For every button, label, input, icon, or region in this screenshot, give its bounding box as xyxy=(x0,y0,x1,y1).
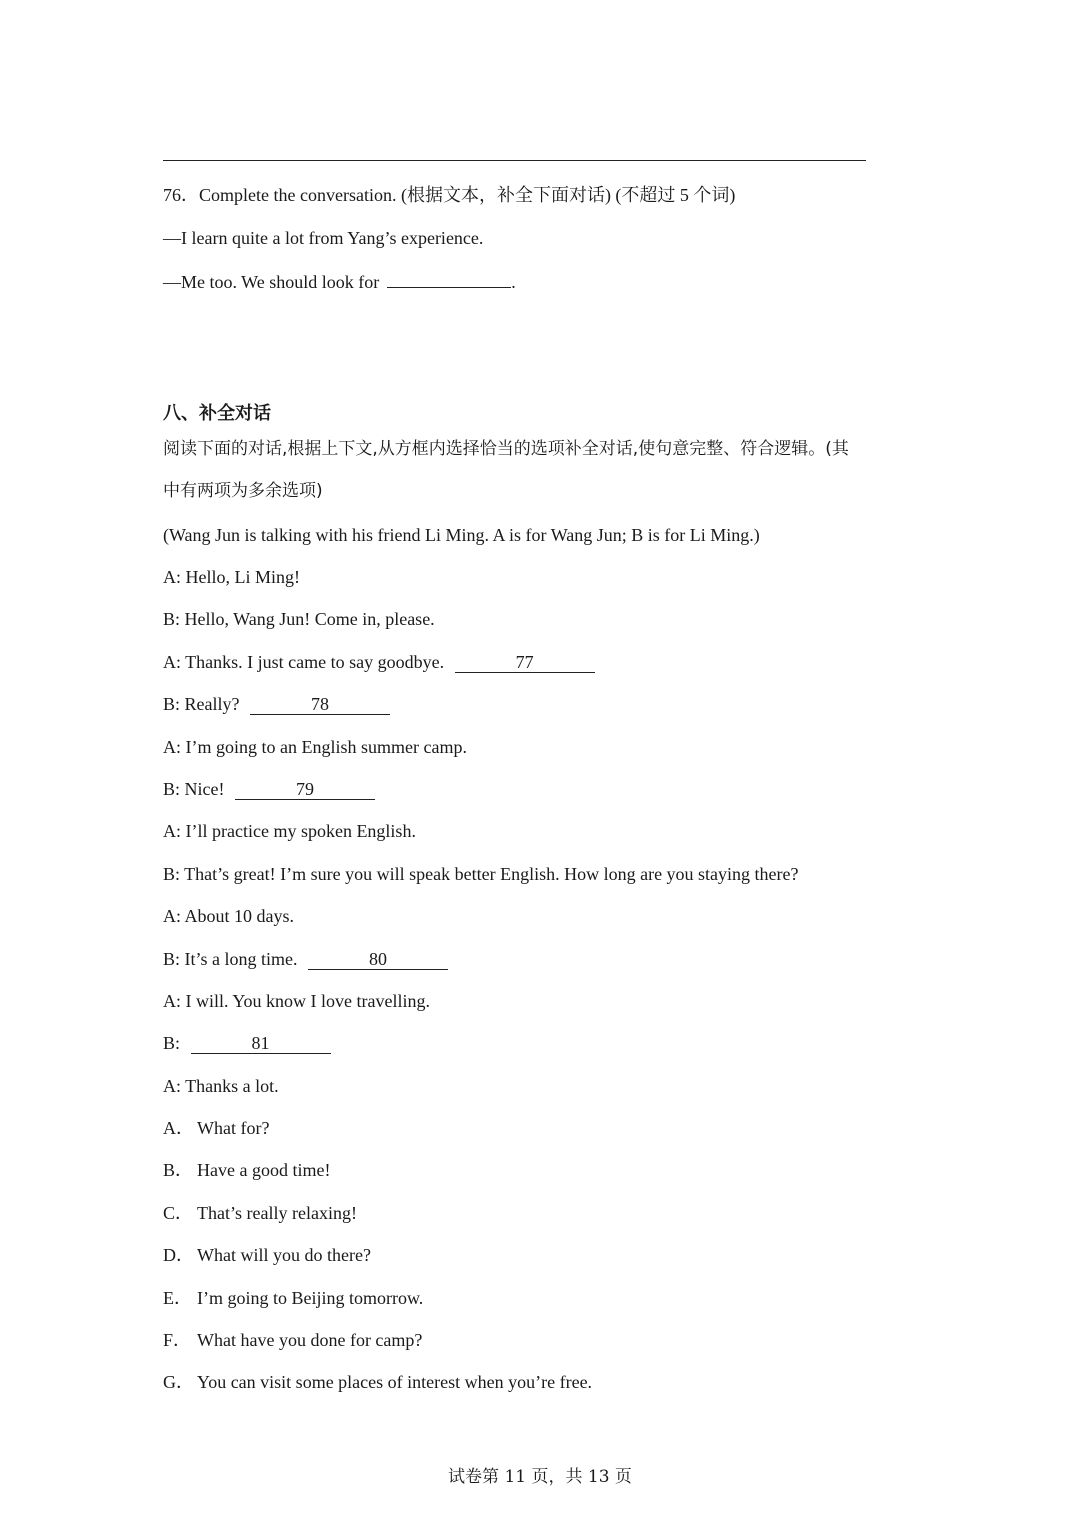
dialogue-line-6-text: B: Nice! xyxy=(163,779,225,799)
option-letter: G． xyxy=(163,1372,194,1392)
option-f xyxy=(163,1327,422,1353)
option-text: You can visit some places of interest when you’re free. xyxy=(197,1372,593,1392)
dialogue-line-9: A: About 10 days. xyxy=(163,906,295,926)
section-8-title: 八、补全对话 xyxy=(163,403,271,424)
dialogue-line-3-text: A: Thanks. I just came to say goodbye. xyxy=(163,652,445,672)
option-letter: B． xyxy=(163,1160,194,1180)
option-g xyxy=(163,1369,592,1395)
option-c xyxy=(163,1200,357,1226)
section-8-instruction-line-2: 中有两项为多余选项) xyxy=(163,481,323,501)
option-e xyxy=(163,1285,423,1311)
dialogue-line-7: A: I’ll practice my spoken English. xyxy=(163,821,416,841)
dialogue-line-5: A: I’m going to an English summer camp. xyxy=(163,737,467,757)
option-text: What will you do there? xyxy=(197,1245,371,1265)
option-text: I’m going to Beijing tomorrow. xyxy=(197,1288,424,1308)
q76-stem: 76．Complete the conversation. (根据文本，补全下面对话) (不超过 5 个词) xyxy=(163,185,736,205)
option-text: That’s really relaxing! xyxy=(197,1203,357,1223)
dialogue-line-6 xyxy=(163,776,375,802)
option-text: Have a good time! xyxy=(197,1160,331,1180)
q76-answer-blank[interactable] xyxy=(387,267,511,288)
dialogue-line-4 xyxy=(163,691,390,717)
dialogue-line-4-text: B: Really? xyxy=(163,694,240,714)
q76-line2-prefix: —Me too. We should look for xyxy=(163,272,380,292)
option-letter: F． xyxy=(163,1330,192,1350)
option-b xyxy=(163,1157,330,1183)
q76-dialogue-line-1: —I learn quite a lot from Yang’s experience. xyxy=(163,228,484,248)
blank-79[interactable]: 79 xyxy=(235,779,375,800)
blank-80[interactable]: 80 xyxy=(308,949,448,970)
option-text: What have you done for camp? xyxy=(197,1330,423,1350)
dialogue-line-10-text: B: It’s a long time. xyxy=(163,949,298,969)
dialogue-context: (Wang Jun is talking with his friend Li Ming. A is for Wang Jun; B is for Li Ming.) xyxy=(163,525,760,545)
dialogue-line-1: A: Hello, Li Ming! xyxy=(163,567,300,587)
q76-dialogue-line-2 xyxy=(163,267,516,295)
dialogue-line-12 xyxy=(163,1030,331,1056)
dialogue-line-10 xyxy=(163,946,448,972)
option-a xyxy=(163,1115,269,1141)
option-letter: E． xyxy=(163,1288,192,1308)
page-footer: 试卷第 11 页，共 13 页 xyxy=(448,1467,632,1487)
blank-81[interactable]: 81 xyxy=(191,1033,331,1054)
answer-line-75[interactable] xyxy=(163,160,866,161)
option-d xyxy=(163,1242,371,1268)
blank-77[interactable]: 77 xyxy=(455,652,595,673)
dialogue-line-8: B: That’s great! I’m sure you will speak better English. How long are you staying there? xyxy=(163,864,799,884)
option-text: What for? xyxy=(197,1118,270,1138)
dialogue-line-13: A: Thanks a lot. xyxy=(163,1076,279,1096)
section-8-instruction-line-1: 阅读下面的对话,根据上下文,从方框内选择恰当的选项补全对话,使句意完整、符合逻辑。(其 xyxy=(163,439,849,459)
q76-line2-suffix: . xyxy=(511,272,516,292)
option-letter: C． xyxy=(163,1203,194,1223)
dialogue-line-11: A: I will. You know I love travelling. xyxy=(163,991,430,1011)
dialogue-line-12-text: B: xyxy=(163,1033,181,1053)
option-letter: D． xyxy=(163,1245,194,1265)
dialogue-line-2: B: Hello, Wang Jun! Come in, please. xyxy=(163,609,435,629)
dialogue-line-3 xyxy=(163,649,595,675)
option-letter: A． xyxy=(163,1118,194,1138)
blank-78[interactable]: 78 xyxy=(250,694,390,715)
